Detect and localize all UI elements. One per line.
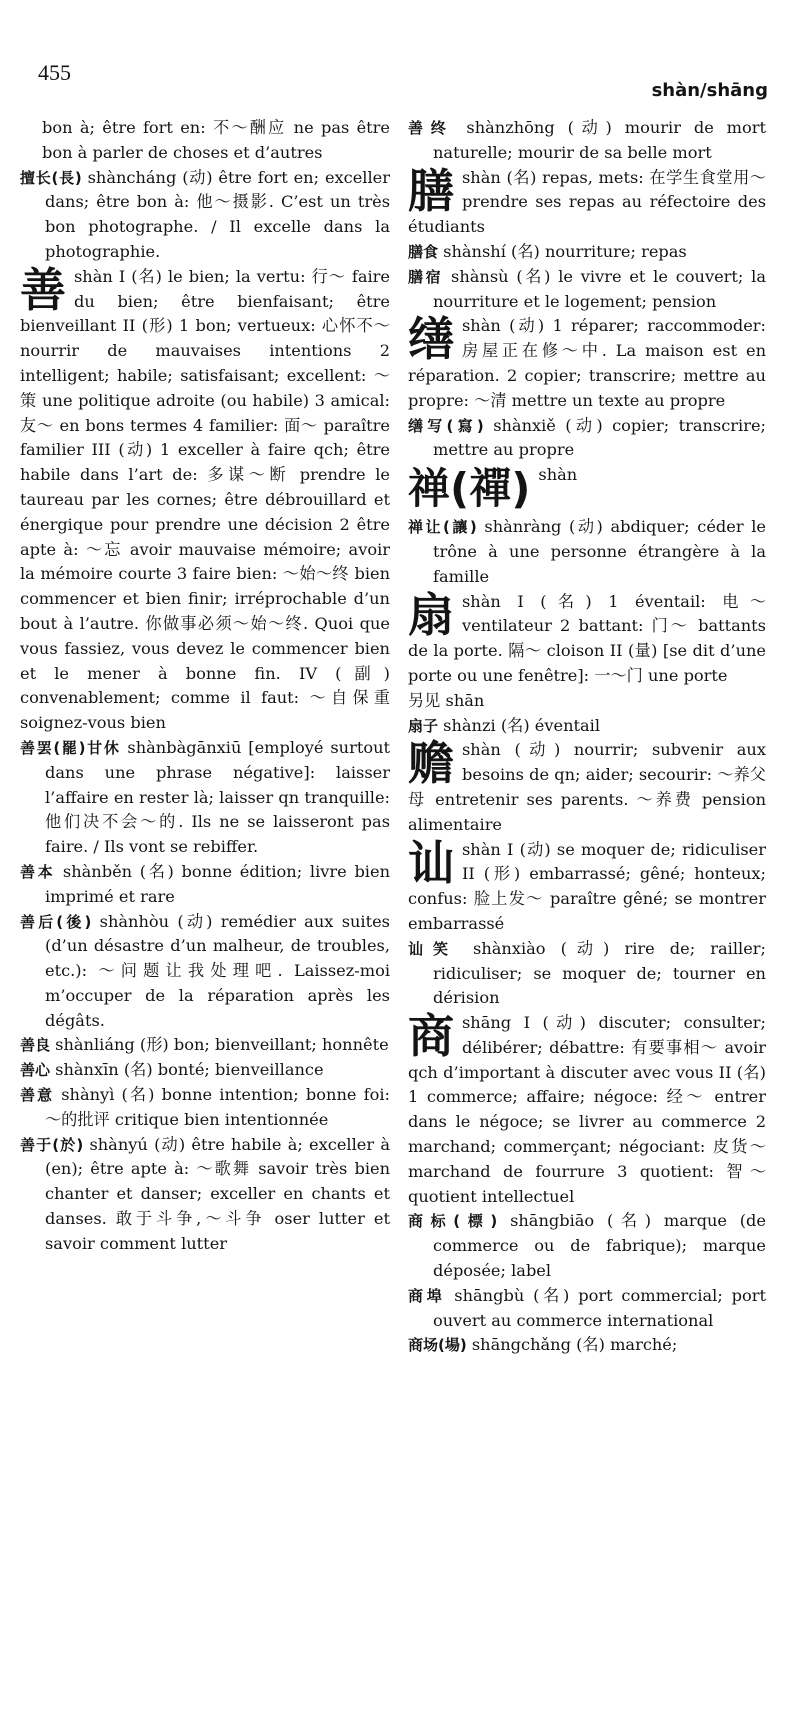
definition-text: shànràng (动) abdiquer; céder le trône à une personne étrangère à la famille <box>433 517 766 586</box>
headword-character: 膳 <box>408 163 454 218</box>
definition-text: shāng I (动) discuter; consulter; délibérer; débattre: 有要事相～ avoir qch d’important à discuter avec vous II (名) 1 commerce; affaire; négoce: 经～ entrer dans le négoce; se livrer au commerce 2 marchand; commerçant; négociant: 皮货～ marchand de fourrure 3 quotient: 智～ quotient intellectuel <box>408 1013 766 1206</box>
entry-shan-zen <box>408 463 766 515</box>
entry-shanzhong <box>408 116 766 166</box>
entry-shanxiao <box>408 937 766 1011</box>
compound-headword: 擅长(長) <box>20 168 82 187</box>
headword-character: 讪 <box>408 835 454 890</box>
entry-shan-repair <box>408 314 766 413</box>
definition-text: shàncháng (动) être fort en; exceller dans; être bon à: 他～摄影. C’est un très bon photographe. / Il excelle dans la photographie. <box>45 167 390 261</box>
compound-headword: 善本 <box>20 862 56 881</box>
entry-shan-support <box>408 738 766 837</box>
entry-shan-meal <box>408 163 766 240</box>
definition-text: shàn I (名) le bien; la vertu: 行～ faire du bien; être bienfaisant; être bienveillant II (形) 1 bon; vertueux: 心怀不～ nourrir de mauvaises intentions 2 intelligent; habile; satisfaisant; excellent: ～策 une politique adroite (ou habile) 3 amical: 友～ en bons termes 4 familier: 面～ paraître familier III (动) 1 exceller à faire qch; être habile dans l’art de: 多谋～断 prendre le taureau par les cornes; être débrouillard et énergique pour prendre une décision 2 être apte à: ～忘 avoir mauvaise mémoire; avoir la mémoire courte 3 faire bien: ～始～终 bien commencer et bien finir; irréprochable d’un bout à l’autre. 你做事必须～始～终. Quoi que vous fassiez, vous devez le commencer bien et le mener à bonne fin. IV (副) convenablement; comme il faut: ～自保重 soignez-vous bien <box>20 266 390 733</box>
headword-character: 禅(禪) <box>408 464 531 514</box>
definition-text: shànxiě (动) copier; transcrire; mettre au propre <box>433 415 766 460</box>
compound-headword: 扇子 <box>408 716 439 735</box>
definition-text: shànhòu (动) remédier aux suites (d’un désastre d’un malheur, de troubles, etc.): ～问题让我处理吧. Laissez-moi m’occuper de la réparation après les dégâts. <box>45 911 390 1030</box>
entry-shan-mock <box>408 835 766 937</box>
definition-text: shànshí (名) nourriture; repas <box>438 241 687 261</box>
definition-text: shànzi (名) éventail <box>438 715 601 735</box>
definition-text: shāngbù (名) port commercial; port ouvert au commerce international <box>433 1285 766 1330</box>
headword-character: 善 <box>20 262 66 317</box>
definition-text: shànliáng (形) bon; bienveillant; honnête <box>50 1035 389 1055</box>
entry-shangchang <box>408 1333 766 1358</box>
definition-text: shànběn (名) bonne édition; livre bien imprimé et rare <box>45 861 390 906</box>
entry-shanzi <box>408 714 766 739</box>
definition-text: shàn (动) 1 réparer; raccommoder: 房屋正在修～中. La maison est en réparation. 2 copier; transcrire; mettre au propre: ～清 mettre un texte au propre <box>408 316 766 410</box>
left-column <box>20 116 390 1257</box>
definition-text: shàn (动) nourrir; subvenir aux besoins de qn; aider; secourir: ～养父母 entretenir ses parents. ～养费 pension alimentaire <box>408 740 766 834</box>
page-number: 455 <box>38 60 71 85</box>
compound-headword: 商场(場) <box>408 1336 467 1355</box>
compound-headword: 善罢(罷)甘休 <box>20 738 121 757</box>
entry-shan-good <box>20 262 390 736</box>
compound-headword: 膳食 <box>408 242 439 261</box>
entry-shangbiao <box>408 1209 766 1283</box>
headword-character: 扇 <box>408 587 454 642</box>
entry-shanxin <box>20 1058 390 1083</box>
entry-shanbaganxiu <box>20 736 390 860</box>
running-head: shàn/shāng <box>651 80 768 101</box>
compound-headword: 善良 <box>20 1036 51 1055</box>
compound-headword: 商埠 <box>408 1286 446 1305</box>
entry-shanshi <box>408 240 766 265</box>
definition-text: shàn I (名) 1 éventail: 电～ ventilateur 2 battant: 门～ battants de la porte. 隔～ cloison II (量) [se dit d’une porte ou une fenêtre]: 一～门 une porte <box>408 591 766 685</box>
compound-headword: 讪笑 <box>408 939 458 958</box>
entry-shanyi <box>20 1083 390 1133</box>
definition-text: shànyì (名) bonne intention; bonne foi: ～的批评 critique bien intentionnée <box>45 1085 390 1129</box>
definition-text: shāngbiāo (名) marque (de commerce ou de fabrique); marque déposée; label <box>433 1211 766 1281</box>
headword-character: 商 <box>408 1009 454 1064</box>
definition-text: shànxiào (动) rire de; railler; ridiculiser; se moquer de; tourner en dérision <box>433 938 766 1008</box>
entry-shanhou <box>20 910 390 1034</box>
compound-headword: 缮写(寫) <box>408 416 484 435</box>
entry-shang-trade <box>408 1011 766 1209</box>
definition-text: shāngchǎng (名) marché; <box>466 1335 678 1355</box>
definition-text: shànxīn (名) bonté; bienveillance <box>50 1060 324 1080</box>
entry-shanyu <box>20 1133 390 1257</box>
headword-character: 赡 <box>408 736 454 791</box>
definition-text: shànsù (名) le vivre et le couvert; la nourriture et le logement; pension <box>433 266 766 311</box>
entry-shanben <box>20 860 390 910</box>
definition-text: shànbàgānxiū [employé surtout dans une phrase négative]: laisser l’affaire en rester là; laisser qn tranquille: 他们决不会～的. Ils ne se laisseront pas faire. / Ils vont se rebiffer. <box>45 737 390 857</box>
definition-text: shàn I (动) se moquer de; ridiculiser II (形) embarrassé; gêné; honteux; confus: 脸上发～ paraître gêné; se montrer embarrassé <box>408 839 766 933</box>
definition-text: shànzhōng (动) mourir de mort naturelle; mourir de sa belle mort <box>433 118 766 162</box>
compound-headword: 善意 <box>20 1086 55 1105</box>
compound-headword: 商标(標) <box>408 1212 498 1231</box>
compound-headword: 膳宿 <box>408 267 444 286</box>
entry-shan-fan <box>408 587 766 689</box>
entry-shangbu <box>408 1284 766 1334</box>
definition-text: shànyú (动) être habile à; exceller à (en); être apte à: ～歌舞 savoir très bien chanter et danser; exceller en chants et danses. 敢于斗争,～斗争 oser lutter et savoir comment lutter <box>45 1134 390 1253</box>
entry-shanrang <box>408 515 766 589</box>
compound-headword: 禅让(讓) <box>408 518 477 537</box>
entry-see-also: 另见 shān <box>408 690 485 710</box>
entry-shanchang <box>20 166 390 265</box>
headword-character: 缮 <box>408 312 454 367</box>
compound-headword: 善于(於) <box>20 1135 84 1154</box>
entry-cont1 <box>20 116 390 166</box>
definition-text: shàn (名) repas, mets: 在学生食堂用～ prendre ses repas au réfectoire des étudiants <box>408 167 766 237</box>
compound-headword: 善终 <box>408 119 454 137</box>
compound-headword: 善后(後) <box>20 912 92 931</box>
definition-text: bon à; être fort en: 不～酬应 ne pas être bon à parler de choses et d’autres <box>42 118 390 162</box>
entry-shanliang <box>20 1033 390 1058</box>
right-column <box>408 116 766 1358</box>
entry-shanxie <box>408 414 766 464</box>
compound-headword: 善心 <box>20 1061 51 1080</box>
headword-pinyin: shàn <box>538 465 578 485</box>
entry-shansu <box>408 265 766 315</box>
